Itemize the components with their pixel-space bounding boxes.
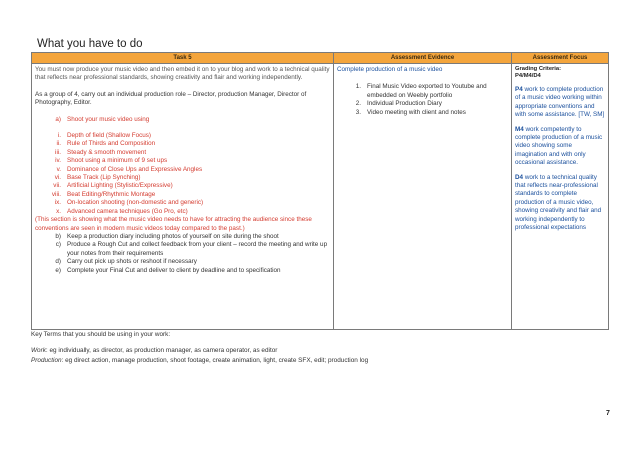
task-group: As a group of 4, carry out an individual production role – Director, production Manager, Director of Photography, Editor. (35, 90, 307, 107)
evidence-title: Complete production of a music video (337, 66, 443, 73)
list-item-number: vi. (54, 174, 61, 182)
focus-block (515, 126, 605, 168)
list-item-number: vii. (53, 182, 61, 190)
list-item (35, 199, 330, 207)
list-item-text: Carry out pick up shots or reshoot if necessary (67, 258, 197, 266)
work-label: Work (31, 347, 46, 354)
list-item (337, 109, 508, 117)
key-terms: Key Terms that you should be using in your work: (31, 331, 171, 338)
focus-cell (512, 64, 609, 330)
list-item-marker: e) (55, 266, 61, 274)
list-item-text: Final Music Video exported to Youtube and embedded on Weebly portfolio (367, 83, 487, 99)
header-task: Task 5 (32, 53, 334, 64)
roman-list (35, 132, 330, 216)
list-item (35, 267, 330, 275)
production-line (31, 357, 368, 364)
list-item (35, 174, 330, 182)
list-item-number: ii. (56, 140, 61, 148)
production-label: Production (31, 357, 62, 364)
focus-list (515, 86, 605, 233)
list-item-text: Produce a Rough Cut and collect feedback from your client – record the meeting and write up your notes from their requirements (67, 241, 328, 257)
focus-block (515, 174, 605, 233)
list-item-number: 2. (355, 100, 361, 108)
list-item-number: x. (56, 207, 61, 215)
table-row (32, 64, 609, 330)
list-item-number: 1. (355, 83, 361, 91)
focus-text: work to complete production of a music video working within appropriate conventions and with some assistance. [TW, SM] (515, 86, 605, 119)
list-item (35, 258, 330, 266)
list-item-marker: b) (55, 232, 61, 240)
step-a-text: Shoot your music video using (67, 115, 150, 123)
steps-list (35, 233, 330, 275)
list-item-text: Rule of Thirds and Composition (67, 140, 156, 148)
list-item-number: 3. (355, 108, 361, 116)
focus-code: M4 (515, 125, 524, 133)
list-item-text: Keep a production diary including photos of yourself on site during the shoot (67, 232, 279, 240)
list-item-text: Dominance of Close Ups and Expressive Angles (67, 165, 203, 173)
list-item (35, 233, 330, 241)
list-item-text: Depth of field (Shallow Focus) (67, 132, 151, 140)
list-item (35, 132, 330, 140)
list-item (35, 241, 330, 258)
focus-code: P4 (515, 86, 523, 93)
list-item-marker: d) (55, 258, 61, 266)
list-item-text: Artificial Lighting (Stylistic/Expressive) (67, 182, 173, 190)
table-header-row (32, 53, 609, 64)
step-a (35, 116, 330, 124)
list-item-text: Individual Production Diary (367, 100, 442, 108)
work-line (31, 347, 277, 354)
header-focus: Assessment Focus (512, 53, 609, 64)
work-text: : eg individually, as director, as production manager, as camera operator, as editor (45, 347, 278, 354)
list-item (35, 157, 330, 165)
focus-block (515, 86, 605, 120)
list-item-number: iv. (55, 157, 61, 165)
list-item (337, 100, 508, 108)
focus-code: D4 (515, 173, 524, 181)
criteria-label: Grading Criteria: (515, 66, 562, 72)
list-item (337, 83, 508, 100)
list-item-marker: c) (55, 241, 61, 249)
step-a-marker: a) (55, 115, 61, 123)
page-heading: What you have to do (37, 38, 143, 50)
list-item-text: Video meeting with client and notes (367, 108, 466, 116)
list-item-number: viii. (51, 190, 61, 198)
list-item-text: Complete your Final Cut and deliver to client by deadline and to specification (67, 266, 281, 274)
focus-text: work competently to complete production of a music video showing some imagination and with only occasional assistance. (515, 125, 603, 167)
list-item-text: Advanced camera techniques (Go Pro, etc) (67, 207, 188, 215)
focus-text: work to a technical quality that reflects near-professional standards to complete production of a music video, showing creativity and flair and working independently to professional expectations (515, 173, 602, 232)
task-intro: You must now produce your music video and then embed it on to your blog and work to a technical quality that reflects near professional standards, showing creativity and flair and working independently. (35, 66, 330, 82)
list-item-number: iii. (55, 148, 61, 156)
production-text: : eg direct action, manage production, shoot footage, create animation, light, create SFX, edit; production log (61, 357, 369, 364)
evidence-list (337, 83, 508, 117)
list-item-text: Shoot using a minimum of 9 set ups (67, 157, 168, 165)
list-item (35, 208, 330, 216)
list-item-text: Base Track (Lip Synching) (67, 174, 141, 182)
evidence-cell (334, 64, 512, 330)
list-item (35, 166, 330, 174)
task-cell (32, 64, 334, 330)
task-note: (This section is showing what the music video needs to have for attracting the audience since these conventions are seen in modern music videos today compared to the past.) (35, 216, 312, 232)
list-item-number: v. (56, 165, 61, 173)
list-item (35, 191, 330, 199)
list-item-text: Beat Editing/Rhythmic Montage (67, 190, 156, 198)
list-item (35, 149, 330, 157)
header-evidence: Assessment Evidence (334, 53, 512, 64)
list-item-number: ix. (54, 199, 61, 207)
list-item (35, 140, 330, 148)
list-item-text: On-location shooting (non-domestic and generic) (67, 199, 204, 207)
page-number: 7 (606, 410, 610, 417)
list-item (35, 182, 330, 190)
task-table (31, 52, 609, 330)
criteria-value: P4/M4/D4 (515, 73, 541, 79)
list-item-number: i. (57, 132, 61, 140)
list-item-text: Steady & smooth movement (67, 148, 147, 156)
